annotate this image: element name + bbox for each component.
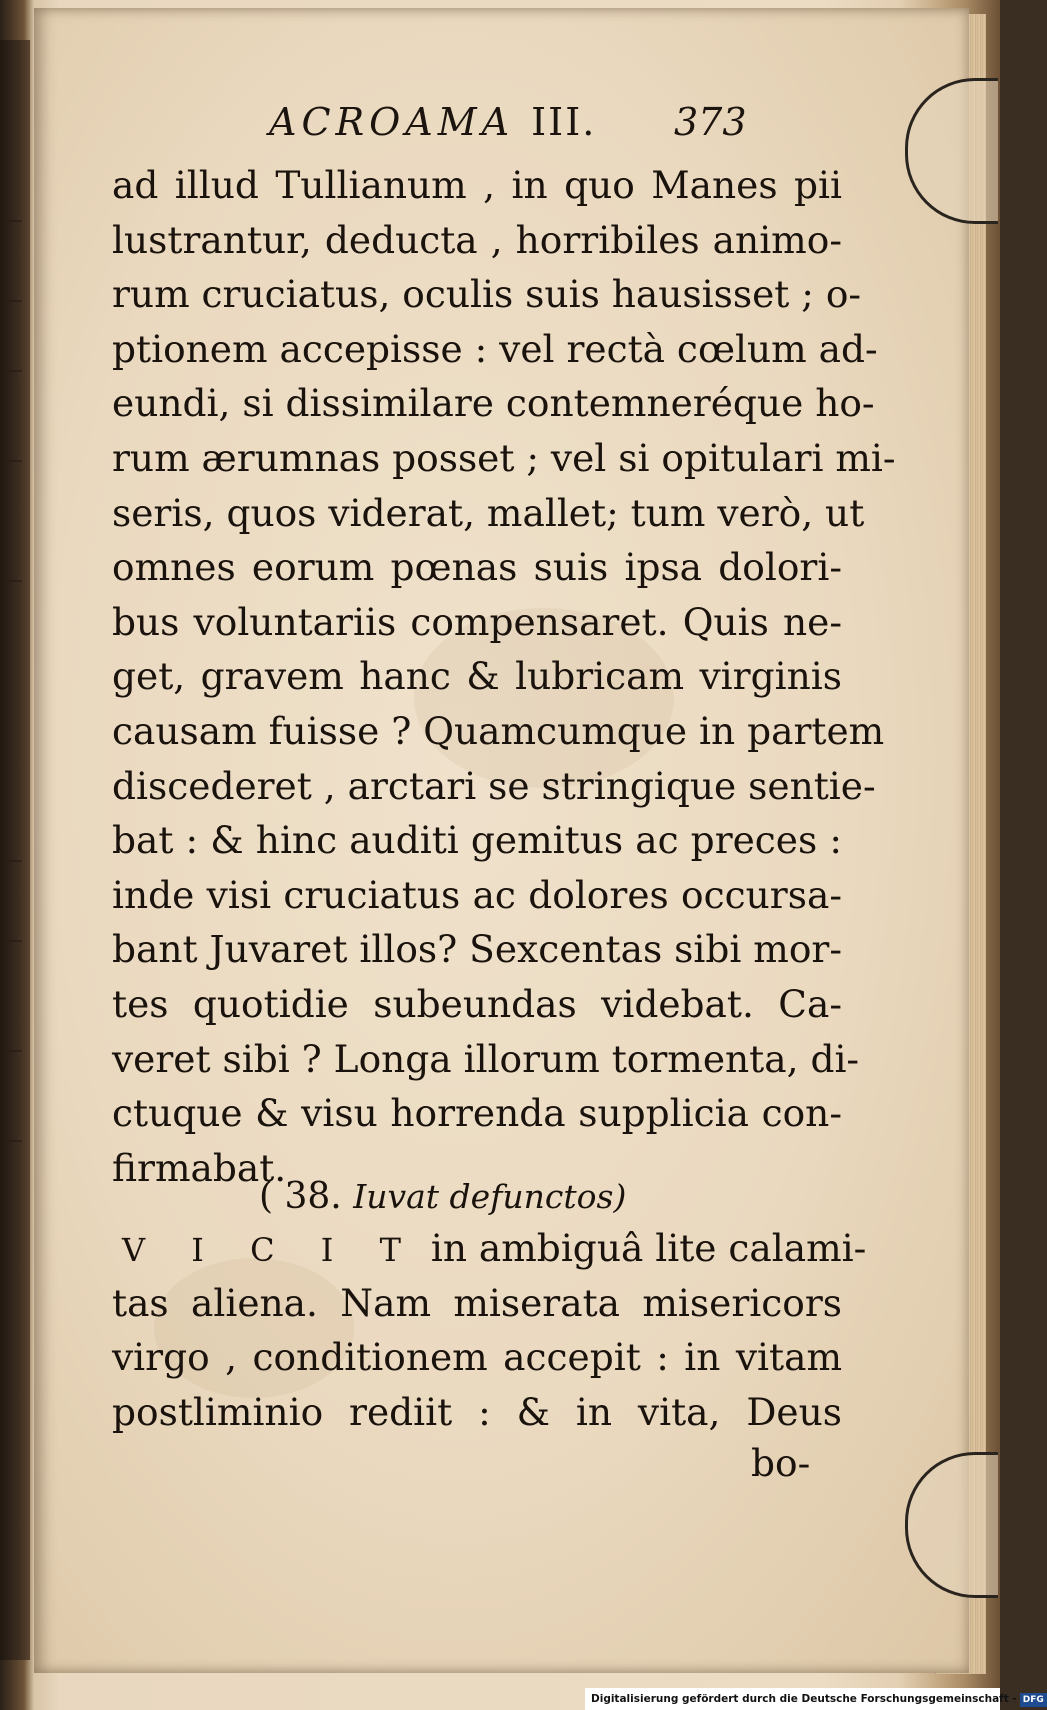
dropcap-word: V I C I T [122, 1231, 419, 1269]
body-line: bant Juvaret illos? Sexcentas sibi mor- [112, 927, 843, 972]
body-line: firmabat. [112, 1145, 287, 1190]
subheading-number: ( 38. [259, 1176, 342, 1217]
body-line: discederet , arctari se stringique sentie- [112, 763, 876, 808]
dfg-logo: DFG [1020, 1693, 1047, 1707]
paragraph-two-line-2: tas aliena. Nam miserata misericors [112, 1280, 842, 1325]
running-title-word: ACROAMA [269, 100, 515, 144]
digitization-credit [585, 1688, 1044, 1710]
body-line: tes quotidie subeundas videbat. Ca- [112, 981, 842, 1026]
page-number: 373 [674, 100, 747, 144]
body-line: bat : & hinc auditi gemitus ac preces : [112, 818, 842, 863]
book-page [34, 8, 969, 1673]
body-line: get, gravem hanc & lubricam virginis [112, 654, 842, 699]
subheading-title: Iuvat defunctos) [353, 1177, 627, 1216]
body-line: rum ærumnas posset ; vel si opitulari mi- [112, 435, 896, 480]
body-line: rum cruciatus, oculis suis hausisset ; o- [112, 272, 862, 317]
body-line: bus voluntariis compensaret. Quis ne- [112, 599, 842, 644]
body-line: inde visi cruciatus ac dolores occursa- [112, 872, 842, 917]
paragraph-two-first-line [112, 1221, 867, 1276]
paragraph-two-line-1: in ambiguâ lite calami- [430, 1226, 867, 1270]
body-line: causam fuisse ? Quamcumque in partem [112, 708, 885, 753]
body-line: ad illud Tullianum , in quo Manes pii [112, 163, 842, 207]
body-line: veret sibi ? Longa illorum tormenta, di- [112, 1036, 860, 1081]
running-header [34, 96, 969, 156]
body-line: eundi, si dissimilare contemneréque ho- [112, 381, 875, 426]
running-title [269, 100, 596, 144]
body-line: seris, quos viderat, mallet; tum verò, ut [112, 490, 865, 535]
paragraph-two-line-3: virgo , conditionem accepit : in vitam [112, 1335, 842, 1380]
body-line: ctuque & visu horrenda supplicia con- [112, 1091, 842, 1136]
running-title-numeral: III. [531, 100, 597, 144]
catchword: bo- [751, 1441, 811, 1485]
previous-page-edge [0, 40, 30, 1660]
credit-text: Digitalisierung gefördert durch die Deutsche Forschungsgemeinschaft - [591, 1693, 1017, 1705]
paragraph-two-line-4: postliminio rediit : & in vita, Deus [112, 1389, 842, 1434]
body-line: omnes eorum pœnas suis ipsa dolori- [112, 545, 842, 590]
section-subheading [259, 1176, 626, 1217]
body-line: lustrantur, deducta , horribiles animo- [112, 217, 842, 262]
paragraph-two [112, 1221, 867, 1439]
body-line: ptionem accepisse : vel rectà cœlum ad- [112, 326, 878, 371]
body-text [112, 158, 896, 1195]
